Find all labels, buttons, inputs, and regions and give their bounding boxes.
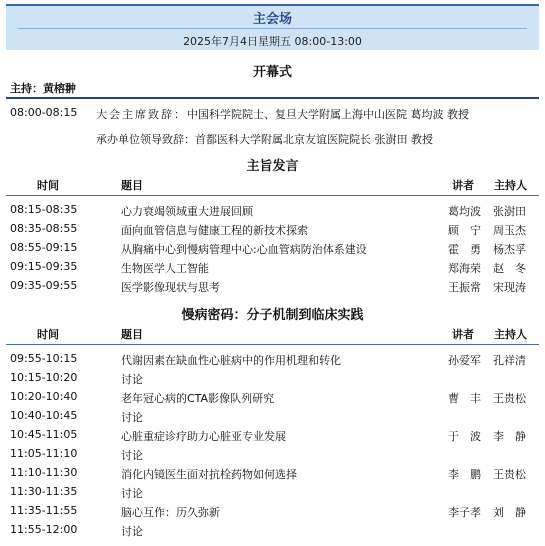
row-time: 11:30-11:35 [10,485,78,498]
opening-role: 大会主席致辞： [96,108,187,121]
row-host: 刘 静 [493,506,526,519]
row-time: 10:40-10:45 [10,409,78,422]
row-time: 09:15-09:35 [10,260,78,273]
row-host: 宋现涛 [493,281,526,294]
row-host: 王贵松 [493,468,526,481]
table-row [0,222,545,240]
chronic-col-topic: 题目 [121,328,143,341]
row-topic: 医学影像现状与思考 [121,281,220,294]
row-topic: 脑心互作：历久弥新 [121,506,220,519]
chronic-divider [6,344,539,345]
row-topic: 讨论 [121,411,143,424]
row-host: 王贵松 [493,392,526,405]
table-row [0,260,545,278]
opening-line-organizer [96,131,433,147]
row-topic: 老年冠心病的CTA影像队列研究 [121,392,275,405]
row-speaker: 李 鹏 [448,468,481,481]
row-speaker: 王振常 [448,281,481,294]
row-time: 08:35-08:55 [10,222,78,235]
row-time: 08:55-09:15 [10,241,78,254]
chronic-col-speaker: 讲者 [452,328,474,341]
opening-time: 08:00-08:15 [10,106,78,119]
opening-line-chair [96,106,469,122]
row-topic: 代谢因素在缺血性心脏病中的作用机理和转化 [121,354,341,367]
main-venue-datetime: 2025年7月4日星期五 08:00-13:00 [183,35,362,48]
row-host: 张澍田 [493,205,526,218]
table-row [0,466,545,484]
row-speaker: 霍 勇 [448,243,481,256]
row-topic: 消化内镜医生面对抗栓药物如何选择 [121,468,297,481]
row-host: 赵 冬 [493,262,526,275]
row-topic: 讨论 [121,487,143,500]
row-topic: 心力衰竭领域重大进展回顾 [121,205,253,218]
table-row [0,203,545,221]
row-speaker: 孙爱军 [448,354,481,367]
opening-content: 中国科学院院士、复旦大学附属上海中山医院 葛均波 教授 [187,108,469,121]
row-topic: 从胸痛中心到慢病管理中心:心血管病防治体系建设 [121,243,367,256]
opening-content: 首都医科大学附属北京友谊医院院长 张澍田 教授 [195,133,433,146]
row-topic: 讨论 [121,525,143,538]
row-time: 09:55-10:15 [10,352,78,365]
table-row [0,428,545,446]
table-row [0,523,545,541]
row-time: 08:15-08:35 [10,203,78,216]
keynote-col-time: 时间 [37,179,59,192]
table-row [0,352,545,370]
row-time: 09:35-09:55 [10,279,78,292]
table-row [0,485,545,503]
keynote-divider [6,195,539,196]
row-speaker: 郑海荣 [448,262,481,275]
chronic-col-time: 时间 [37,328,59,341]
table-row [0,371,545,389]
row-time: 11:35-11:55 [10,504,78,517]
row-host: 杨杰孚 [493,243,526,256]
row-host: 周玉杰 [493,224,526,237]
row-topic: 面向血管信息与健康工程的新技术探索 [121,224,308,237]
row-time: 11:05-11:10 [10,447,78,460]
keynote-col-topic: 题目 [121,179,143,192]
row-time: 10:20-10:40 [10,390,78,403]
keynote-title: 主旨发言 [246,159,299,174]
opening-host: 主持：黄榕翀 [10,82,76,95]
row-topic: 讨论 [121,449,143,462]
row-speaker: 葛均波 [448,205,481,218]
row-speaker: 顾 宁 [448,224,481,237]
chronic-col-host: 主持人 [494,328,527,341]
row-host: 李 静 [493,430,526,443]
row-time: 10:45-11:05 [10,428,78,441]
keynote-col-speaker: 讲者 [452,179,474,192]
keynote-col-host: 主持人 [494,179,527,192]
table-row [0,390,545,408]
row-speaker: 李子孝 [448,506,481,519]
row-topic: 生物医学人工智能 [121,262,209,275]
opening-divider [6,97,539,99]
main-venue-banner [6,4,539,50]
banner-divider [18,28,527,29]
row-speaker: 于 波 [448,430,481,443]
chronic-title: 慢病密码：分子机制到临床实践 [181,308,364,323]
table-row [0,241,545,259]
row-time: 10:15-10:20 [10,371,78,384]
row-topic: 心脏重症诊疗助力心脏亚专业发展 [121,430,286,443]
table-row [0,504,545,522]
table-row [0,447,545,465]
row-time: 11:10-11:30 [10,466,78,479]
opening-title: 开幕式 [252,65,292,80]
table-row [0,409,545,427]
row-speaker: 曹 丰 [448,392,481,405]
row-time: 11:55-12:00 [10,523,78,536]
opening-role: 承办单位领导致辞： [96,133,195,146]
main-venue-title: 主会场 [252,12,292,27]
row-host: 孔祥清 [493,354,526,367]
row-topic: 讨论 [121,373,143,386]
table-row [0,279,545,297]
